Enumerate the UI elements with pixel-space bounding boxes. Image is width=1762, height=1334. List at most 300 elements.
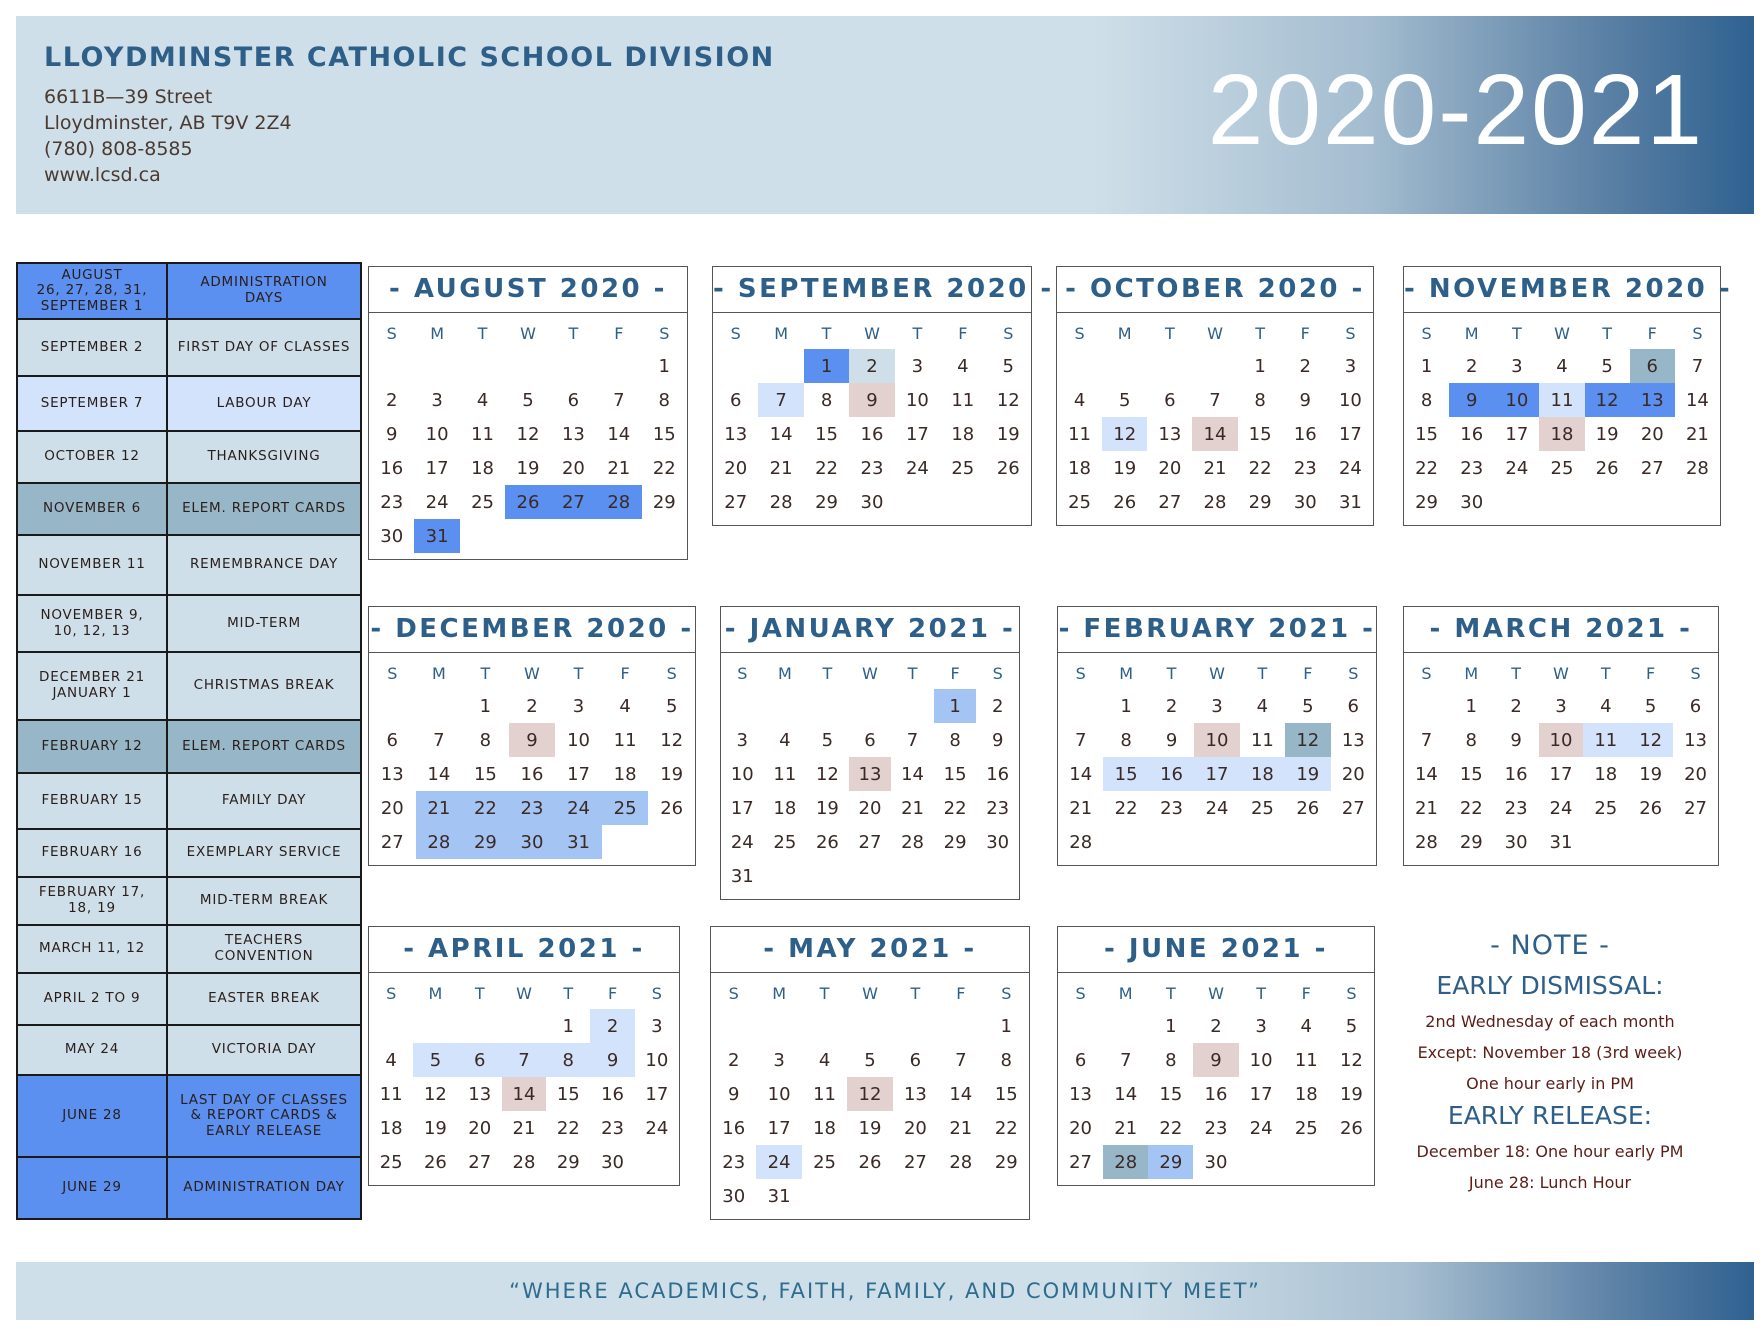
day-cell: 16 (1293, 423, 1317, 445)
day-cell: 9 (1165, 729, 1178, 751)
day-cell: 22 (462, 791, 509, 825)
month-title: - SEPTEMBER 2020 - (713, 267, 1031, 313)
month-calendar (368, 926, 680, 1186)
weekday-header: T (1600, 663, 1611, 683)
day-cell: 25 (951, 457, 975, 479)
weekday-header: T (568, 323, 579, 343)
day-cell: 3 (651, 1015, 663, 1037)
day-cell: 21 (1114, 1117, 1138, 1139)
month-title: - JUNE 2021 - (1058, 927, 1374, 973)
day-cell: 8 (1420, 389, 1433, 411)
day-cell: 13 (849, 757, 892, 791)
day-cell: 4 (1073, 389, 1086, 411)
day-cell: 17 (1338, 423, 1362, 445)
day-cell: 10 (905, 389, 929, 411)
day-cell: 24 (555, 791, 602, 825)
weekday-header: S (1346, 983, 1357, 1003)
empty-cell (414, 349, 459, 383)
day-cell: 25 (1250, 797, 1274, 819)
day-cell: 29 (652, 491, 676, 513)
early-release-heading: EARLY RELEASE: (1447, 1101, 1653, 1130)
day-cell: 25 (602, 791, 649, 825)
day-cell: 22 (1159, 1117, 1183, 1139)
day-cell: 20 (903, 1117, 927, 1139)
day-cell: 19 (1639, 763, 1663, 785)
empty-cell (764, 689, 807, 723)
legend-row (17, 483, 361, 535)
legend-date: FEBRUARY 15 (17, 773, 167, 829)
month-title: - MAY 2021 - (711, 927, 1029, 973)
day-cell: 11 (471, 423, 494, 445)
day-cell: 10 (1338, 389, 1362, 411)
day-cell: 31 (767, 1185, 791, 1207)
empty-cell (893, 1179, 938, 1213)
day-cell: 25 (773, 831, 797, 853)
day-cell: 15 (1459, 763, 1483, 785)
month-days-grid (711, 977, 1029, 1213)
day-cell: 5 (413, 1043, 457, 1077)
day-cell: 11 (613, 729, 637, 751)
day-cell: 14 (1114, 1083, 1138, 1105)
day-cell: 3 (773, 1049, 785, 1071)
day-cell: 15 (652, 423, 676, 445)
day-cell: 26 (1639, 797, 1663, 819)
day-cell: 5 (1302, 695, 1314, 717)
day-cell: 17 (1549, 763, 1573, 785)
day-cell: 13 (380, 763, 404, 785)
day-cell: 10 (767, 1083, 791, 1105)
empty-cell (1539, 485, 1584, 519)
day-cell: 16 (1149, 757, 1194, 791)
day-cell: 30 (601, 1151, 624, 1173)
day-cell: 12 (516, 423, 540, 445)
day-cell: 8 (479, 729, 492, 751)
day-cell: 21 (901, 797, 924, 819)
month-title: - OCTOBER 2020 - (1057, 267, 1373, 313)
day-cell: 3 (1255, 1015, 1267, 1037)
day-cell: 3 (1555, 695, 1567, 717)
day-cell: 26 (660, 797, 684, 819)
day-cell: 19 (1595, 423, 1619, 445)
weekday-header: M (774, 323, 789, 343)
day-cell: 6 (567, 389, 580, 411)
legend-row (17, 973, 361, 1025)
month-title: - APRIL 2021 - (369, 927, 679, 973)
day-cell: 8 (820, 389, 833, 411)
day-cell: 1 (1465, 695, 1477, 717)
empty-cell (1192, 349, 1237, 383)
day-cell: 27 (551, 485, 596, 519)
day-cell: 13 (1069, 1083, 1093, 1105)
day-cell: 21 (1414, 797, 1438, 819)
empty-cell (1628, 825, 1673, 859)
day-cell: 30 (509, 825, 556, 859)
day-cell: 29 (1415, 491, 1439, 513)
empty-cell (1583, 825, 1628, 859)
website-link[interactable]: www.lcsd.ca (44, 164, 161, 186)
legend-event: LAST DAY OF CLASSES & REPORT CARDS & EARLY RELEASE (167, 1075, 361, 1157)
day-cell: 1 (1254, 355, 1266, 377)
day-cell: 13 (903, 1083, 927, 1105)
day-cell: 4 (1600, 695, 1612, 717)
day-cell: 28 (1203, 491, 1227, 513)
day-cell: 24 (1338, 457, 1362, 479)
month-title: - DECEMBER 2020 - (369, 607, 695, 653)
day-cell: 23 (380, 491, 404, 513)
day-cell: 29 (462, 825, 509, 859)
month-days-grid (713, 317, 1031, 519)
day-cell: 30 (986, 831, 1010, 853)
weekday-header: M (777, 663, 792, 683)
day-cell: 30 (1504, 831, 1528, 853)
weekday-header: S (1074, 323, 1085, 343)
day-cell: 3 (572, 695, 585, 717)
month-title: - MARCH 2021 - (1404, 607, 1718, 653)
day-cell: 14 (901, 763, 924, 785)
weekday-header: T (907, 663, 918, 683)
empty-cell (369, 349, 414, 383)
day-cell: 23 (1204, 1117, 1228, 1139)
empty-cell (891, 689, 934, 723)
day-cell: 20 (1341, 763, 1365, 785)
legend-event: ELEM. REPORT CARDS (167, 720, 361, 773)
day-cell: 9 (590, 1043, 634, 1077)
weekday-header: W (1208, 983, 1224, 1003)
month-days-grid (1057, 317, 1373, 519)
empty-cell (1675, 485, 1720, 519)
weekday-header: T (1511, 323, 1522, 343)
day-cell: 9 (385, 423, 398, 445)
day-cell: 27 (468, 1151, 492, 1173)
day-cell: 27 (724, 491, 748, 513)
empty-cell (802, 1009, 847, 1043)
day-cell: 1 (658, 355, 670, 377)
day-cell: 19 (660, 763, 684, 785)
day-cell: 26 (996, 457, 1020, 479)
legend-event: MID-TERM (167, 595, 361, 652)
empty-cell (1284, 1145, 1329, 1179)
day-cell: 18 (471, 457, 494, 479)
day-cell: 29 (1459, 831, 1483, 853)
day-cell: 29 (1248, 491, 1272, 513)
day-cell: 17 (645, 1083, 669, 1105)
day-cell: 16 (986, 763, 1010, 785)
month-calendar (1403, 266, 1733, 526)
day-cell: 30 (860, 491, 884, 513)
day-cell: 22 (556, 1117, 580, 1139)
day-cell: 17 (905, 423, 929, 445)
day-cell: 18 (951, 423, 975, 445)
empty-cell (648, 825, 695, 859)
day-cell: 3 (736, 729, 748, 751)
weekday-header: F (1646, 663, 1656, 683)
day-cell: 12 (423, 1083, 447, 1105)
empty-cell (505, 349, 550, 383)
weekday-header: S (666, 663, 677, 683)
month-days-grid (369, 317, 687, 553)
empty-cell (984, 1179, 1029, 1213)
legend-date: NOVEMBER 9, 10, 12, 13 (17, 595, 167, 652)
day-cell: 22 (943, 797, 967, 819)
day-cell: 30 (1204, 1151, 1228, 1173)
day-cell: 7 (613, 389, 625, 411)
day-cell: 26 (423, 1151, 447, 1173)
legend-date: SEPTEMBER 7 (17, 376, 167, 431)
weekday-header: W (524, 663, 540, 683)
empty-cell (711, 1009, 756, 1043)
day-cell: 27 (380, 831, 404, 853)
early-dismissal-line: One hour early in PM (1466, 1074, 1634, 1093)
day-cell: 9 (1510, 729, 1522, 751)
day-cell: 7 (906, 729, 919, 751)
month-days-grid (1058, 977, 1374, 1179)
legend-row (17, 431, 361, 483)
day-cell: 28 (1414, 831, 1438, 853)
day-cell: 31 (1549, 831, 1573, 853)
day-cell: 21 (1069, 797, 1093, 819)
day-cell: 2 (1465, 355, 1478, 377)
day-cell: 7 (1691, 355, 1704, 377)
weekday-header: M (1464, 323, 1479, 343)
day-cell: 6 (1074, 1049, 1087, 1071)
day-cell: 10 (1249, 1049, 1273, 1071)
day-cell: 1 (562, 1015, 574, 1037)
day-cell: 18 (773, 797, 797, 819)
day-cell: 19 (815, 797, 839, 819)
legend-row (17, 925, 361, 973)
month-calendar (368, 606, 696, 866)
day-cell: 11 (773, 763, 797, 785)
empty-cell (806, 689, 849, 723)
empty-cell (713, 349, 758, 383)
day-cell: 5 (1002, 355, 1014, 377)
day-cell: 26 (1339, 1117, 1363, 1139)
month-days-grid (369, 977, 679, 1179)
day-cell: 19 (1113, 457, 1137, 479)
day-cell: 4 (957, 355, 969, 377)
day-cell: 8 (1254, 389, 1266, 411)
weekday-header: W (516, 983, 532, 1003)
empty-cell (756, 1009, 801, 1043)
empty-cell (895, 485, 940, 519)
month-calendar (712, 266, 1054, 526)
day-cell: 8 (1000, 1049, 1012, 1071)
empty-cell (938, 1009, 983, 1043)
weekday-header: M (1464, 663, 1479, 683)
weekday-header: S (1690, 663, 1701, 683)
day-cell: 16 (1204, 1083, 1228, 1105)
day-cell: 2 (1165, 695, 1178, 717)
day-cell: 21 (512, 1117, 536, 1139)
weekday-header: M (772, 983, 787, 1003)
day-cell: 24 (905, 457, 929, 479)
day-cell: 5 (821, 729, 834, 751)
day-cell: 24 (1205, 797, 1229, 819)
legend-row (17, 829, 361, 877)
day-cell: 13 (561, 423, 585, 445)
day-cell: 11 (951, 389, 975, 411)
legend-event: MID-TERM BREAK (167, 877, 361, 925)
day-cell: 4 (619, 695, 631, 717)
org-name: LLOYDMINSTER CATHOLIC SCHOOL DIVISION (44, 42, 775, 73)
month-calendar (1403, 606, 1719, 866)
day-cell: 12 (1102, 417, 1147, 451)
empty-cell (502, 1009, 546, 1043)
day-cell: 28 (596, 485, 641, 519)
day-cell: 20 (1684, 763, 1707, 785)
weekday-header: T (1257, 663, 1268, 683)
empty-cell (602, 825, 649, 859)
day-cell: 2 (1210, 1015, 1222, 1037)
day-cell: 15 (1248, 423, 1272, 445)
address-street: 6611B—39 Street (44, 86, 213, 108)
day-cell: 21 (769, 457, 793, 479)
day-cell: 21 (416, 791, 463, 825)
footer-banner (16, 1262, 1754, 1320)
address-city: Lloydminster, AB T9V 2Z4 (44, 112, 292, 134)
note-title: - NOTE - (1490, 930, 1610, 961)
legend-date: OCTOBER 12 (17, 431, 167, 483)
empty-cell (369, 1009, 413, 1043)
day-cell: 28 (901, 831, 924, 853)
day-cell: 14 (949, 1083, 973, 1105)
day-cell: 6 (1630, 349, 1675, 383)
day-cell: 7 (1420, 729, 1433, 751)
day-cell: 22 (652, 457, 676, 479)
legend-event: REMEMBRANCE DAY (167, 535, 361, 595)
day-cell: 3 (1511, 355, 1523, 377)
empty-cell (1630, 485, 1675, 519)
day-cell: 6 (458, 1043, 502, 1077)
empty-cell (764, 859, 807, 893)
weekday-header: M (1118, 983, 1133, 1003)
weekday-header: T (1602, 323, 1613, 343)
day-cell: 23 (722, 1151, 746, 1173)
empty-cell (1058, 689, 1103, 723)
day-cell: 23 (1504, 797, 1528, 819)
month-title: - AUGUST 2020 - (369, 267, 687, 313)
day-cell: 24 (1249, 1117, 1273, 1139)
month-calendar (368, 266, 688, 560)
weekday-header: T (1166, 663, 1177, 683)
empty-cell (551, 349, 596, 383)
weekday-header: T (819, 983, 830, 1003)
day-cell: 25 (471, 491, 494, 513)
day-cell: 14 (769, 423, 793, 445)
day-cell: 13 (468, 1083, 492, 1105)
weekday-header: S (1345, 323, 1356, 343)
weekday-header: M (428, 983, 443, 1003)
day-cell: 10 (730, 763, 754, 785)
day-cell: 25 (1294, 1117, 1318, 1139)
day-cell: 6 (386, 729, 398, 751)
day-cell: 24 (1549, 797, 1573, 819)
day-cell: 1 (1420, 355, 1433, 377)
legend-row (17, 652, 361, 720)
legend-event: ADMINISTRATION DAY (167, 1157, 361, 1219)
day-cell: 14 (1414, 763, 1438, 785)
day-cell: 15 (943, 763, 967, 785)
weekday-header: S (1421, 323, 1432, 343)
weekday-header: T (480, 663, 491, 683)
day-cell: 16 (860, 423, 884, 445)
weekday-header: T (912, 323, 923, 343)
day-cell: 16 (1504, 763, 1528, 785)
day-cell: 19 (423, 1117, 447, 1139)
day-cell: 1 (934, 689, 977, 723)
day-cell: 20 (1158, 457, 1182, 479)
weekday-header: S (386, 983, 397, 1003)
month-calendar (1057, 606, 1377, 866)
day-cell: 11 (1294, 1049, 1318, 1071)
empty-cell (413, 1009, 457, 1043)
weekday-header: F (607, 983, 618, 1003)
day-cell: 12 (1285, 723, 1330, 757)
day-cell: 6 (1347, 695, 1359, 717)
empty-cell (1194, 825, 1239, 859)
day-cell: 5 (1345, 1015, 1358, 1037)
day-cell: 1 (479, 695, 492, 717)
day-cell: 5 (1601, 355, 1613, 377)
weekday-header: T (1164, 323, 1175, 343)
weekday-header: S (992, 663, 1003, 683)
weekday-header: S (659, 323, 670, 343)
day-cell: 24 (425, 491, 449, 513)
empty-cell (847, 1009, 892, 1043)
day-cell: 22 (1459, 797, 1483, 819)
day-cell: 4 (385, 1049, 397, 1071)
weekday-header: F (950, 663, 960, 683)
day-cell: 11 (379, 1083, 403, 1105)
empty-cell (1585, 485, 1630, 519)
day-cell: 9 (1449, 383, 1494, 417)
weekday-header: S (1348, 663, 1359, 683)
day-cell: 6 (1164, 389, 1176, 411)
empty-cell (1494, 485, 1539, 519)
day-cell: 6 (864, 729, 876, 751)
weekday-header: W (1209, 663, 1225, 683)
empty-cell (806, 859, 849, 893)
day-cell: 31 (730, 865, 754, 887)
weekday-header: S (1075, 663, 1086, 683)
empty-cell (758, 349, 803, 383)
day-cell: 15 (815, 423, 838, 445)
day-cell: 21 (607, 457, 631, 479)
empty-cell (635, 1145, 679, 1179)
day-cell: 25 (1068, 491, 1092, 513)
empty-cell (986, 485, 1031, 519)
day-cell: 17 (567, 763, 590, 785)
day-cell: 3 (1344, 355, 1357, 377)
day-cell: 7 (1209, 389, 1221, 411)
day-cell: 3 (431, 389, 443, 411)
weekday-header: T (1255, 323, 1266, 343)
weekday-header: F (1300, 323, 1310, 343)
day-cell: 8 (1120, 729, 1132, 751)
legend-event: CHRISTMAS BREAK (167, 652, 361, 720)
month-title: - NOVEMBER 2020 - (1404, 267, 1720, 313)
day-cell: 14 (1685, 389, 1709, 411)
legend-date: FEBRUARY 12 (17, 720, 167, 773)
day-cell: 13 (1341, 729, 1365, 751)
day-cell: 26 (1595, 457, 1619, 479)
empty-cell (849, 859, 892, 893)
day-cell: 1 (1000, 1015, 1012, 1037)
day-cell: 24 (730, 831, 754, 853)
legend-date: JUNE 29 (17, 1157, 167, 1219)
weekday-header: T (563, 983, 574, 1003)
day-cell: 31 (1338, 491, 1362, 513)
